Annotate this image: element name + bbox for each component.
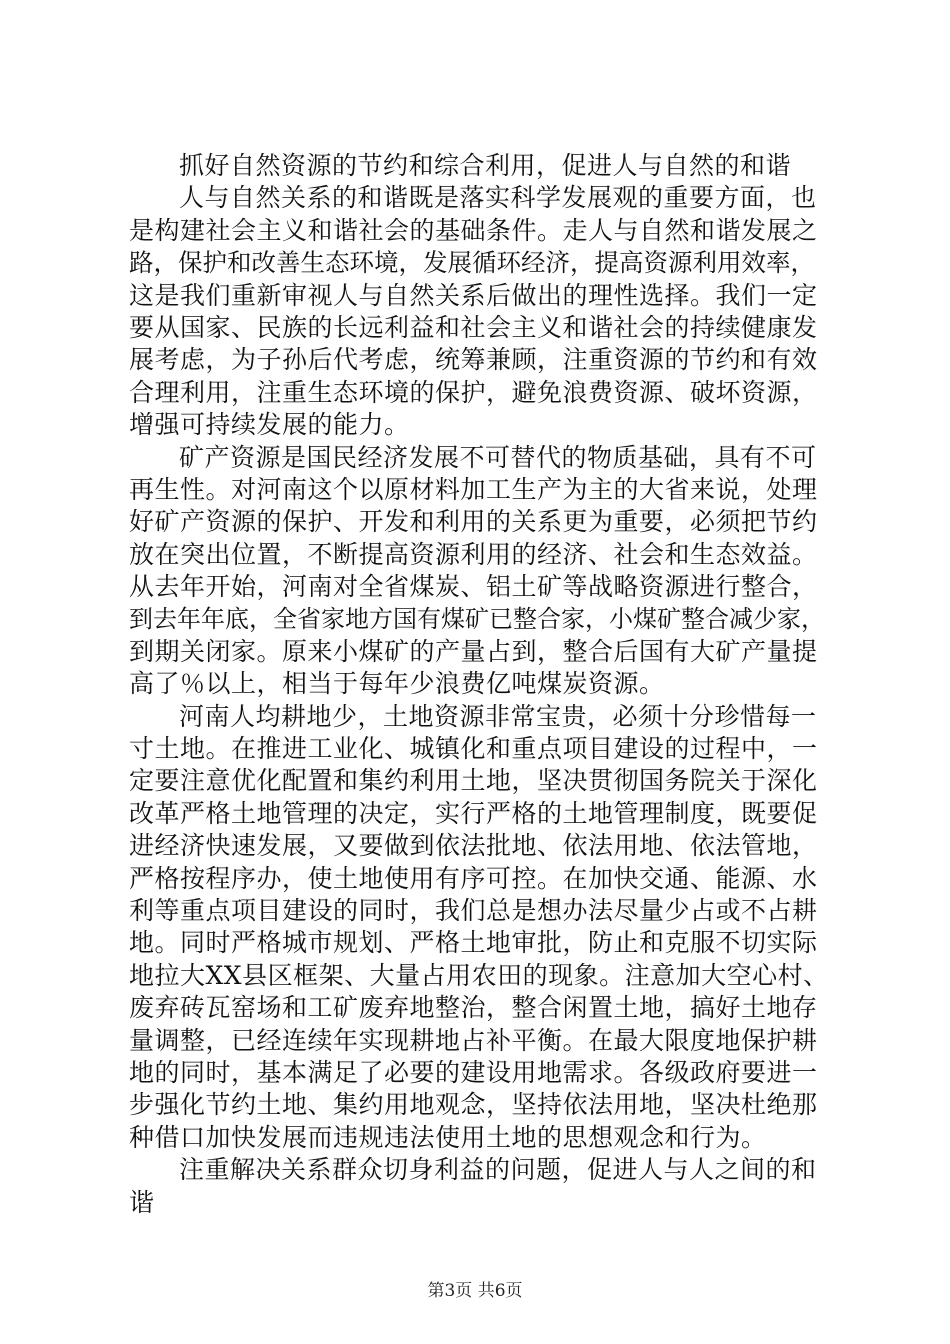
text-line: 改革严格土地管理的决定，实行严格的土地管理制度，既要促 <box>129 798 818 828</box>
text-line: 种借口加快发展而违规违法使用土地的思想观念和行为。 <box>129 1122 767 1152</box>
text-line: 高了％以上，相当于每年少浪费亿吨煤炭资源。 <box>129 669 665 699</box>
text-line: 到期关闭家。原来小煤矿的产量占到，整合后国有大矿产量提 <box>129 636 818 666</box>
text-line: 增强可持续发展的能力。 <box>129 410 410 440</box>
text-line: 从去年开始，河南对全省煤炭、铝土矿等战略资源进行整合， <box>129 572 818 602</box>
text-line: 展考虑，为子孙后代考虑，统筹兼顾，注重资源的节约和有效 <box>129 345 818 375</box>
text-line: 定要注意优化配置和集约利用土地，坚决贯彻国务院关于深化 <box>129 766 818 796</box>
text-line: 谐 <box>129 1187 155 1217</box>
document-body <box>129 150 829 1219</box>
text-line: 寸土地。在推进工业化、城镇化和重点项目建设的过程中，一 <box>129 734 818 764</box>
text-line: 矿产资源是国民经济发展不可替代的物质基础，具有不可 <box>179 442 817 472</box>
text-line: 放在突出位置，不断提高资源利用的经济、社会和生态效益。 <box>129 539 818 569</box>
text-line: 好矿产资源的保护、开发和利用的关系更为重要，必须把节约 <box>129 507 818 537</box>
text-line: 地。同时严格城市规划、严格土地审批，防止和克服不切实际 <box>129 928 818 958</box>
text-line: 地的同时，基本满足了必要的建设用地需求。各级政府要进一 <box>129 1057 818 1087</box>
text-line: 废弃砖瓦窑场和工矿废弃地整治，整合闲置土地，搞好土地存 <box>129 993 818 1023</box>
text-line: 步强化节约土地、集约用地观念，坚持依法用地，坚决杜绝那 <box>129 1090 818 1120</box>
text-line: 严格按程序办，使土地使用有序可控。在加快交通、能源、水 <box>129 863 818 893</box>
text-line: 是构建社会主义和谐社会的基础条件。走人与自然和谐发展之 <box>129 215 818 245</box>
text-line: 这是我们重新审视人与自然关系后做出的理性选择。我们一定 <box>129 280 818 310</box>
text-line: 要从国家、民族的长远利益和社会主义和谐社会的持续健康发 <box>129 312 818 342</box>
text-line: 再生性。对河南这个以原材料加工生产为主的大省来说，处理 <box>129 474 818 504</box>
text-line: 进经济快速发展，又要做到依法批地、依法用地、依法管地， <box>129 831 818 861</box>
text-line: 路，保护和改善生态环境，发展循环经济，提高资源利用效率， <box>129 248 815 278</box>
section-heading: 注重解决关系群众切身利益的问题，促进人与人之间的和 <box>179 1155 817 1185</box>
page-footer: 第3页 共6页 <box>427 1281 523 1301</box>
text-line: 利等重点项目建设的同时，我们总是想办法尽量少占或不占耕 <box>129 895 818 925</box>
text-line: 量调整，已经连续年实现耕地占补平衡。在最大限度地保护耕 <box>129 1025 818 1055</box>
text-line: 合理利用，注重生态环境的保护，避免浪费资源、破坏资源， <box>129 377 818 407</box>
section-heading: 抓好自然资源的节约和综合利用，促进人与自然的和谐 <box>179 151 792 180</box>
text-line: 到去年年底，全省家地方国有煤矿已整合家，小煤矿整合减少家， <box>129 605 825 634</box>
text-line: 地拉大XX县区框架、大量占用农田的现象。注意加大空心村、 <box>129 960 829 990</box>
text-line: 河南人均耕地少，土地资源非常宝贵，必须十分珍惜每一 <box>179 701 817 731</box>
text-line: 人与自然关系的和谐既是落实科学发展观的重要方面，也 <box>179 183 817 213</box>
